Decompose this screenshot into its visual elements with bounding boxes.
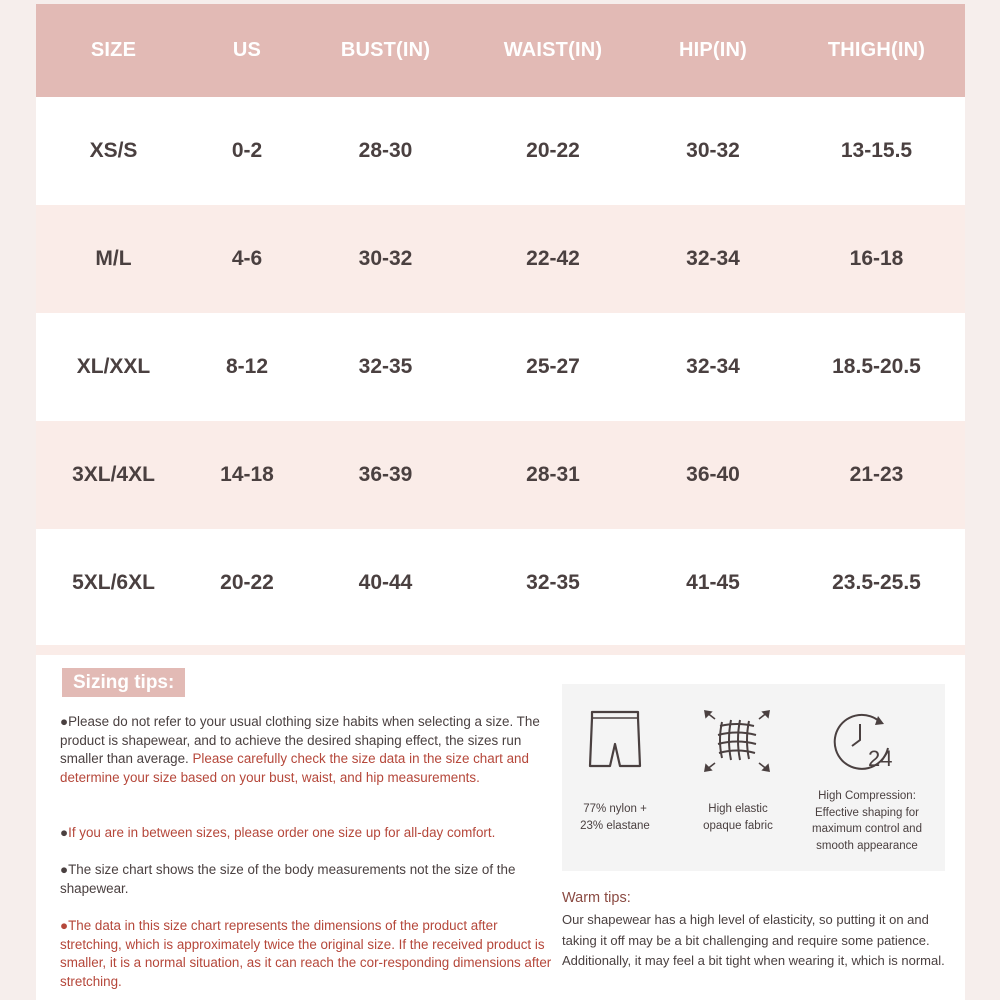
sizing-tip-1-text: ●Please do not refer to your usual clothing size habits when selecting a size. The product is shapewear, and to achieve the desired shaping effect, the sizes run smaller than average. (60, 714, 540, 767)
table-cell: 30-32 (686, 139, 740, 162)
header-thigh: THIGH(IN) (827, 39, 926, 61)
table-cell: 16-18 (849, 247, 904, 270)
header-us: US (232, 39, 262, 61)
feature-2-line-1: High elastic (708, 803, 768, 815)
table-cell: 36-39 (358, 463, 413, 486)
feature-3-line-3: maximum control and (812, 823, 922, 835)
table-cell: 13-15.5 (840, 139, 913, 162)
feature-2-label (686, 801, 790, 834)
table-cell: 20-22 (526, 139, 580, 162)
size-chart-page (36, 4, 965, 1000)
divider-band (36, 645, 965, 655)
feature-3-label (800, 788, 934, 854)
table-row (36, 205, 965, 313)
table-cell: XL/XXL (76, 355, 151, 378)
feature-1-line-2: 23% elastane (580, 819, 650, 832)
sizing-tip-4: ●The data in this size chart represents the dimensions of the product after stretching, which is approximately twice the original size. If the received product is smaller, it is a normal situation, as it can reach the cor-responding dimensions after stretching. (60, 918, 552, 989)
table-cell: 0-2 (231, 139, 263, 162)
size-table (36, 4, 965, 637)
table-row (36, 421, 965, 529)
header-waist: WAIST(IN) (503, 39, 603, 61)
sizing-tip-2-highlight: If you are in between sizes, please order one size up for all-day comfort. (68, 825, 496, 840)
table-cell: XS/S (89, 139, 138, 162)
table-row (36, 313, 965, 421)
header-hip: HIP(IN) (678, 39, 748, 61)
table-cell: 23.5-25.5 (832, 571, 921, 594)
table-cell: 32-34 (686, 247, 740, 270)
elastic-fabric-icon (702, 708, 772, 779)
table-cell: 21-23 (849, 463, 904, 486)
table-cell: 5XL/6XL (72, 571, 155, 594)
table-cell: 32-35 (526, 571, 580, 594)
sizing-tip-1 (60, 713, 554, 787)
sizing-tip-2-bullet: ● (60, 825, 69, 840)
table-row (36, 529, 965, 637)
24-hour-clock-icon (830, 710, 896, 779)
table-cell: 28-30 (358, 139, 413, 162)
warm-tips-title: Warm tips: (562, 890, 631, 906)
table-cell: 22-42 (526, 247, 580, 270)
sizing-tips-title: Sizing tips: (62, 668, 185, 697)
table-cell: 32-35 (358, 355, 413, 378)
table-header-row (36, 4, 965, 97)
table-cell: 40-44 (358, 571, 413, 594)
header-bust: BUST(IN) (340, 39, 431, 61)
feature-3-line-2: Effective shaping for (815, 806, 919, 819)
feature-3-line-1: High Compression: (818, 790, 916, 802)
sizing-tip-3: ●The size chart shows the size of the body measurements not the size of the shapewear. (60, 862, 516, 896)
feature-1-line-1: 77% nylon + (583, 803, 647, 815)
feature-2-line-2: opaque fabric (703, 819, 773, 832)
table-row (36, 97, 965, 205)
table-cell: 36-40 (686, 463, 740, 486)
clock-24-text: 24 (868, 746, 893, 771)
table-cell: 30-32 (358, 247, 413, 270)
table-cell: M/L (95, 247, 132, 270)
table-cell: 25-27 (526, 355, 580, 378)
table-cell: 3XL/4XL (72, 463, 155, 486)
shapewear-shorts-icon (584, 708, 646, 777)
sizing-tip-2 (60, 824, 554, 843)
header-size: SIZE (90, 39, 137, 61)
table-cell: 32-34 (686, 355, 740, 378)
table-cell: 14-18 (220, 463, 274, 486)
table-cell: 4-6 (231, 247, 263, 270)
table-cell: 20-22 (220, 571, 274, 594)
feature-3-line-4: smooth appearance (816, 839, 918, 852)
table-cell: 8-12 (225, 355, 269, 378)
sizing-tip-1-highlight: Please carefully check the size data in the size chart and determine your size based on your bust, waist, and hip measurements. (60, 751, 529, 785)
table-cell: 41-45 (686, 571, 740, 594)
table-cell: 28-31 (526, 463, 580, 486)
features-panel (562, 684, 945, 871)
table-cell: 18.5-20.5 (832, 355, 921, 378)
warm-tips-text: Our shapewear has a high level of elasticity, so putting it on and taking it off may be a bit challenging and require some patience. Additionally, it may feel a bit tight when wearing it, which is normal. (562, 912, 945, 968)
feature-1-label (562, 801, 668, 834)
